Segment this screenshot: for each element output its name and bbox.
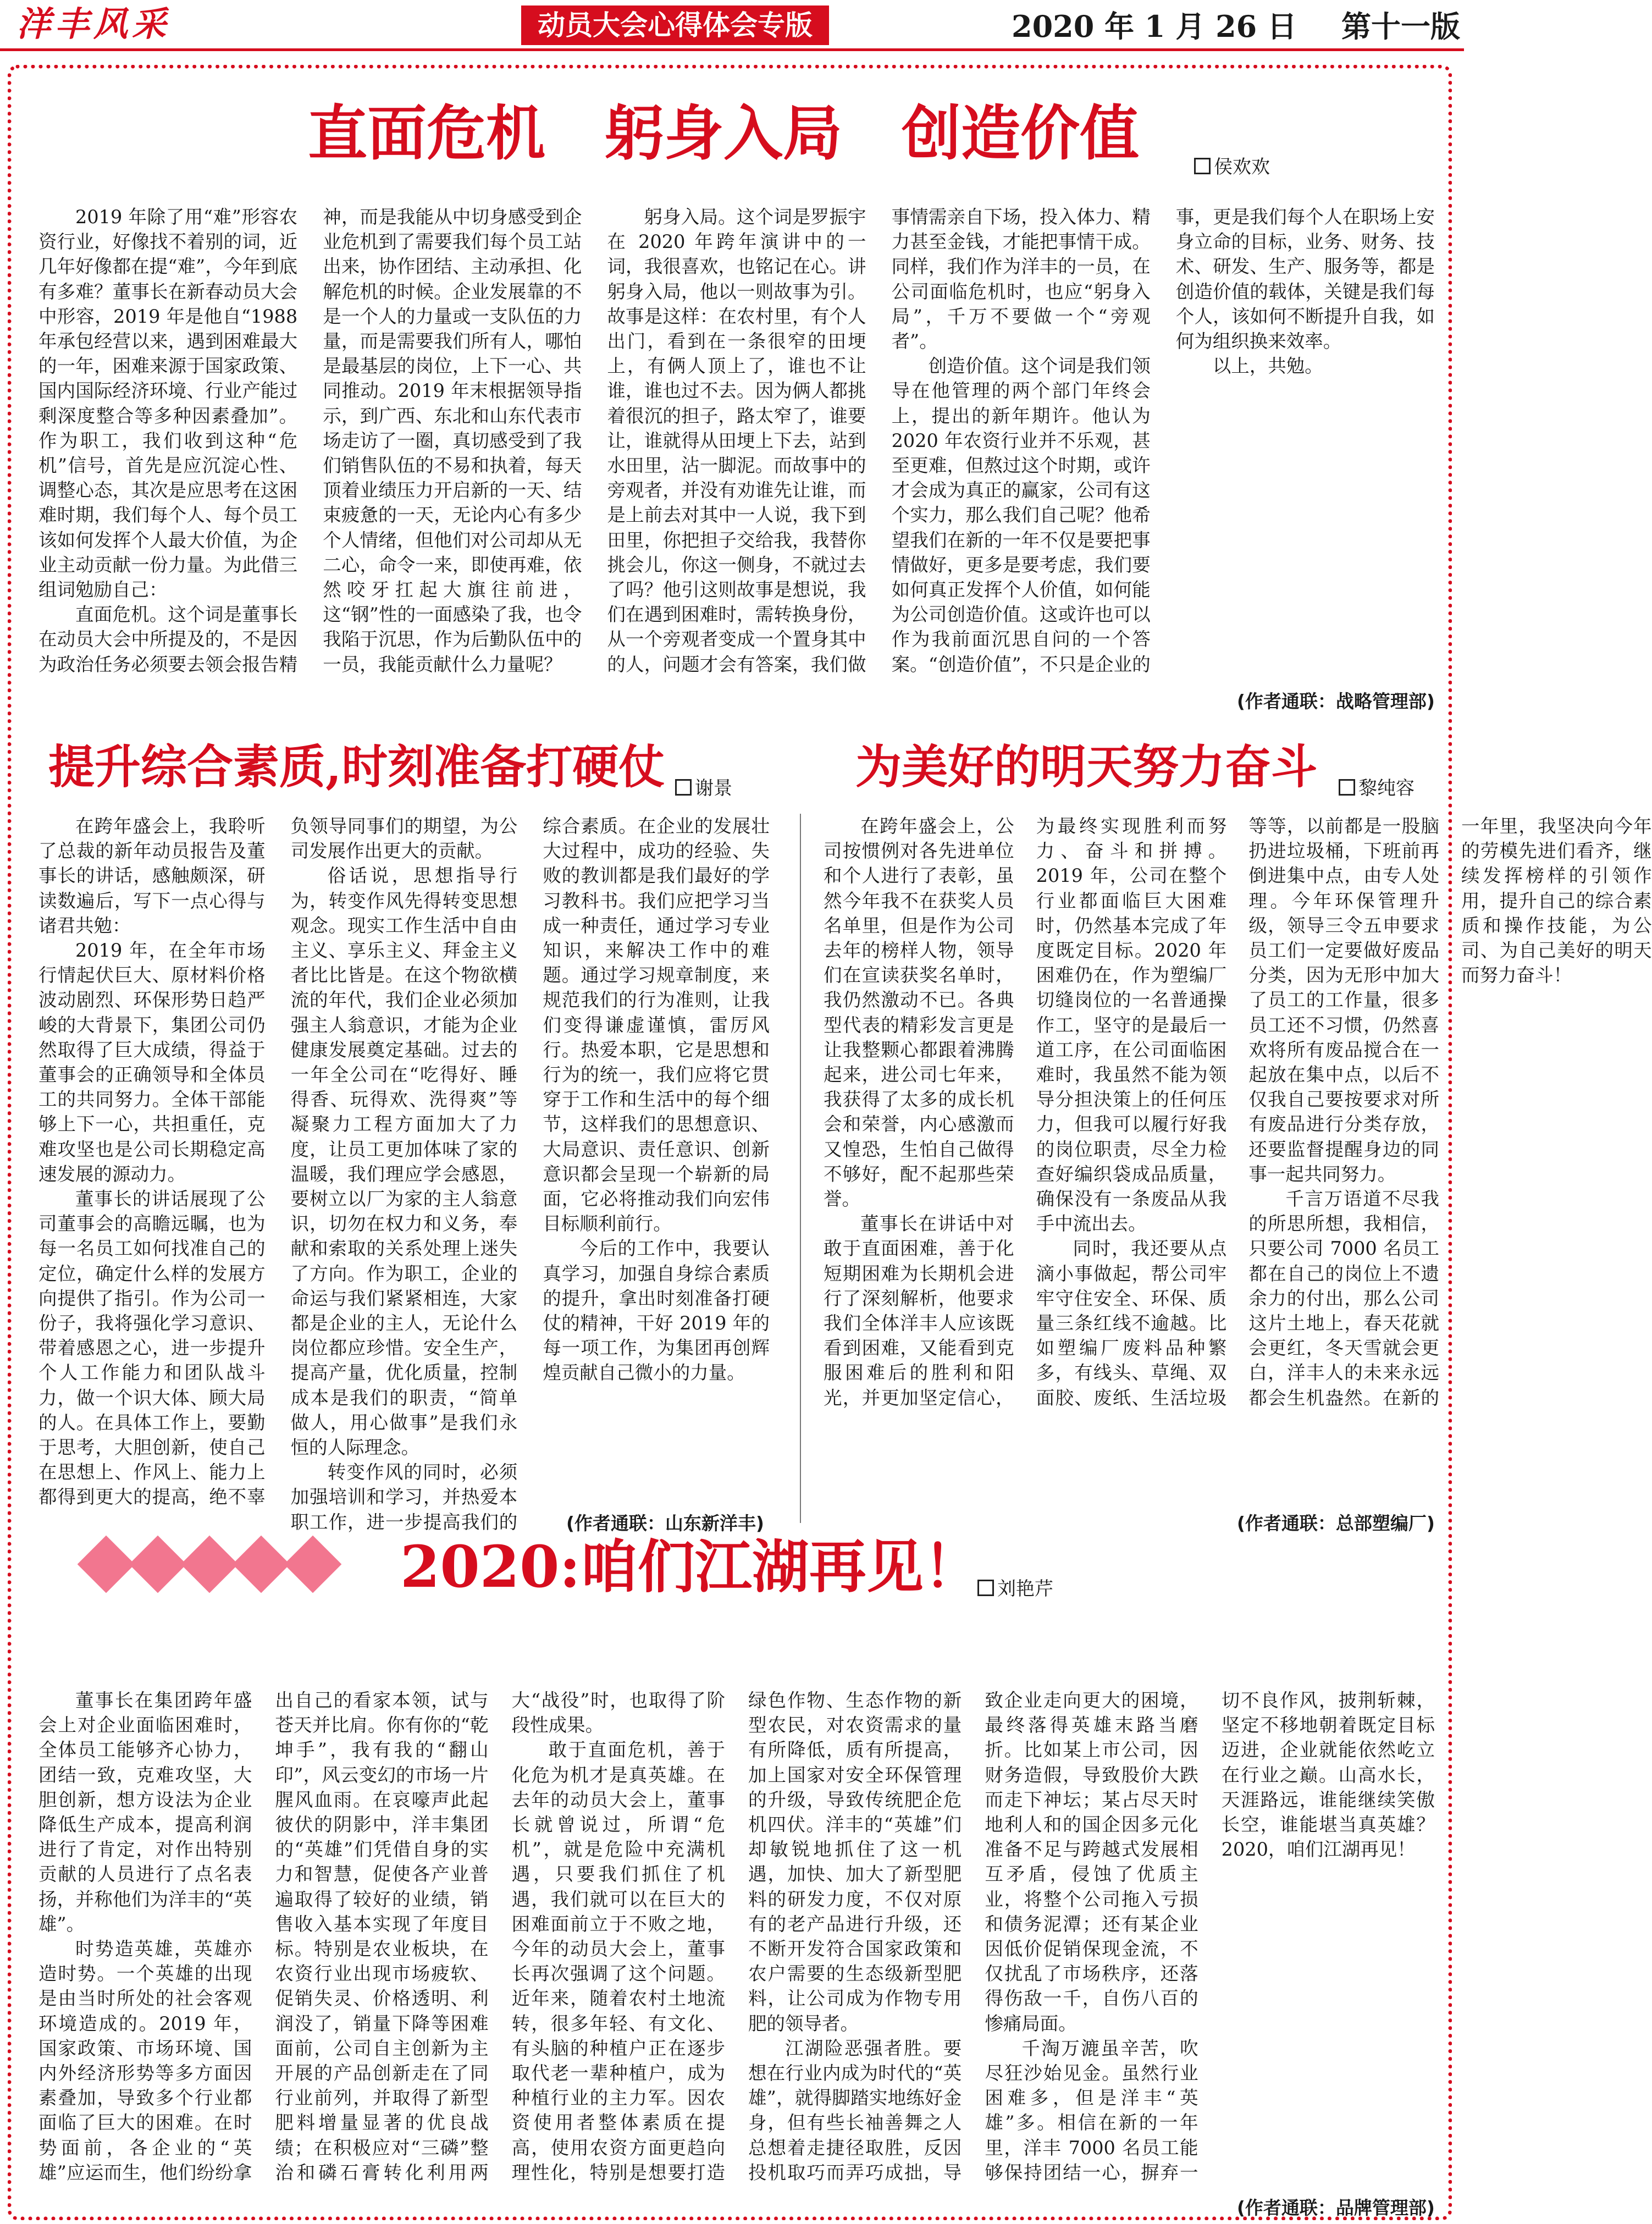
article-2-byline <box>675 773 732 800</box>
article-4-author: 刘艳芹 <box>997 1578 1053 1600</box>
article-3-paragraph: 董事长在讲话中对敢于直面困难，善于化短期困难为长期机会进行了深刻解析，他要求我们全体洋丰人应该既看到困难，又能看到克服困难后的胜利和阳光，并更加坚定信心，为最终实现胜利而努力、奋斗和拼搏。2019 年，公司在整个行业都面临巨大困难时，仍然基本完成了年度既定目标。2020 年困难仍在，作为塑编厂切缝岗位的一名普通操作工，坚守的是最后一道工序，在公司面临困难时，我虽然不能为领导分担決策上的任何压力，但我可以履行好我的岗位职责，尽全力检查好编织袋成品质量，确保没有一条废品从我手中流出去。 <box>824 815 1227 1409</box>
diamond-icon <box>78 1536 135 1593</box>
article-2-paragraph: 董事长的讲话展现了公司董事会的高瞻远瞩，也为每一名员工如何找准自己的定位，确定什么样的发展方向提供了指引。作为公司一份子，我将强化学习意识、带着感恩之心，进一步提升个人工作能力和团队战斗力，做一个识大体、顾大局的人。在具体工作上，要勤于思考，大胆创新，使自己在思想上、作风上、能力上都得到更大的提高，绝不辜负领导同事们的期望，为公司发展作出更大的贡献。 <box>38 815 518 1508</box>
article-4-attribution: (作者通联：品牌管理部) <box>1236 2197 1435 2219</box>
article-1-attribution: (作者通联：战略管理部) <box>1236 691 1435 712</box>
article-3-paragraph: 同时，我还要从点滴小事做起，帮公司牢牢守住安全、环保、质量三条红线不逾越。比如塑编厂废料品种繁多，有线头、草绳、双面胶、废纸、生活垃圾等等，以前都是一股脑扔进垃圾桶，下班前再倒进集中点，由专人处理。今年环保管理升级，领导三令五申要求员工们一定要做好废品分类，因为无形中加大了员工的工作量，很多员工还不习惯，仍然喜欢将所有废品搅合在一起放在集中点，以后不仅我自己要按要求对所有废品进行分类存放，还要监督提醒身边的同事一起共同努力。 <box>1036 815 1439 1409</box>
article-2-paragraph: 今后的工作中，我要认真学习，加强自身综合素质的提升，拿出时刻准备打硬仗的精神，干好 2019 年的每一项工作，为集团再创辉煌贡献自己微小的力量。 <box>543 1238 770 1384</box>
article-4-paragraph: 董事长在集团跨年盛会上对企业面临困难时，全体员工能够齐心协力，团结一致，克难攻坚，大胆创新，想方设法为企业降低生产成本，提高利润进行了肯定，对作出特别贡献的人员进行了点名表扬，并称他们为洋丰的“英雄”。 <box>38 1690 252 1935</box>
article-2-title: 提升综合素质,时刻准备打硬仗 <box>48 740 665 794</box>
header-rule <box>0 48 1464 51</box>
article-2-paragraph: 俗话说，思想指导行为，转变作风先得转变思想观念。现实工作生活中自由主义、享乐主义、拜金主义者比比皆是。在这个物欲横流的年代，我们企业必须加强主人翁意识，才能为企业健康发展奠定基础。过去的一年全公司在“吃得好、睡得香、玩得欢、洗得爽”等凝聚力工程方面加大了力度，让员工更加体味了家的温暖，我们理应学会感恩，要树立以厂为家的主人翁意识，切勿在权力和义务，奉献和索取的关系处理上迷失了方向。作为职工，企业的命运与我们紧紧相连，大家都是企业的主人，无论什么岗位都应珍惜。安全生产，提高产量，优化质量，控制成本是我们的职责，“简单做人，用心做事”是我们永恒的人际理念。 <box>290 865 518 1459</box>
article-4-paragraph: 江湖险恶强者胜。要想在行业内成为时代的“英雄”，就得脚踏实地练好金身，但有些长袖善舞之人总想着走捷径取胜，反因投机取巧而弄巧成拙，导致企业走向更大的困境，最终落得英雄末路当磨折。比如某上市公司，因财务造假，导致股价大跌而走下神坛；某占尽天时地利人和的国企因多元化准备不足与跨越式发展相互矛盾，侵蚀了优质主业，将整个公司拖入亏损和债务泥潭；还有某企业因低价促销保现金流，不仅扰乱了市场秩序，还落得伤敌一千，自伤八百的惨痛局面。 <box>748 1690 1198 2183</box>
article-3-body <box>824 814 1652 1430</box>
diamond-icon <box>129 1536 187 1593</box>
article-3-title: 为美好的明天努力奋斗 <box>855 740 1318 794</box>
diamond-icon <box>284 1536 342 1593</box>
byline-box-icon <box>675 779 692 796</box>
article-3-paragraph: 在跨年盛会上，公司按惯例对各先进单位和个人进行了表彰，虽然今年我不在获奖人员名单里，但是作为公司去年的榜样人物，领导们在宣读获奖名单时，我仍然激动不已。各典型代表的精彩发言更是让我整颗心都跟着沸腾起来，进公司七年来，我获得了太多的成长机会和荣誉，内心感激而又惶恐，生怕自己做得不够好，配不起那些荣誉。 <box>824 815 1014 1210</box>
article-1-author: 侯欢欢 <box>1214 156 1270 178</box>
diamond-decoration-left <box>82 1534 336 1594</box>
article-4-paragraph: 千淘万漉虽辛苦，吹尽狂沙始见金。虽然行业困难多，但是洋丰“英雄”多。相信在新的一年里，洋丰 7000 名员工能够保持团结一心，摒弃一切不良作风，披荆斩棘，坚定不移地朝着既定目标迈进，企业就能依然屹立在行业之巅。山高水长，天涯路远，谁能继续笑傲长空，谁能堪当真英雄？2020，咱们江湖再见！ <box>985 1690 1435 2183</box>
article-1-paragraph: 直面危机。这个词是董事长在动员大会中所提及的，不是因为政治任务必须要去领会报告精神，而是我能从中切身感受到企业危机到了需要我们每个员工站出来，协作团结、主动承担、化解危机的时候。企业发展靠的不是一个人的力量或一支队伍的力量，而是需要我们所有人，哪怕是最基层的岗位，上下一心、共同推动。2019 年末根据领导指示，到广西、东北和山东代表市场走访了一圈，真切感受到了我们销售队伍的不易和执着，每天顶着业绩压力开启新的一天、结束疲惫的一天，无论内心有多少个人情绪，但他们对公司却从无二心，命令一来，即使再难，依然咬牙扛起大旗往前进，这“钢”性的一面感染了我，也令我陷于沉思，作为后勤队伍中的一员，我能贡献什么力量呢？ <box>38 206 582 675</box>
article-2-paragraph: 2019 年，在全年市场行情起伏巨大、原材料价格波动剧烈、环保形势日趋严峻的大背景下，集团公司仍然取得了巨大成绩，得益于董事会的正确领导和全体员工的共同努力。全体干部能够上下一心，共担重任，克难攻坚也是公司长期稳定高速发展的源动力。 <box>38 940 266 1185</box>
byline-box-icon <box>1194 158 1211 174</box>
diamond-icon <box>233 1536 290 1593</box>
article-4-title: 2020:咱们江湖再见！ <box>400 1533 981 1601</box>
article-3-attribution: (作者通联：总部塑编厂) <box>1236 1513 1435 1534</box>
article-1-paragraph: 躬身入局。这个词是罗振宇在 2020 年跨年演讲中的一词，我很喜欢，也铭记在心。讲躬身入局，他以一则故事为引。故事是这样：在农村里，有个人出门，看到在一条很窄的田埂上，有俩人顶上了，谁也不让谁，谁也过不去。因为俩人都挑着很沉的担子，路太窄了，谁要让，谁就得从田埂上下去，站到水田里，沾一脚泥。而故事中的旁观者，并没有劝谁先让谁，而是上前去对其中一人说，我下到田里，你把担子交给我，我替你挑会儿，你这一侧身，不就过去了吗？他引这则故事是想说，我们在遇到困难时，需转换身份，从一个旁观者变成一个置身其中的人，问题才会有答案，我们做事情需亲自下场，投入体力、精力甚至金钱，才能把事情干成。同样，我们作为洋丰的一员，在公司面临危机时，也应“躬身入局”，千万不要做一个“旁观者”。 <box>607 206 1151 675</box>
section-banner: 动员大会心得体会专版 <box>521 5 829 45</box>
page-header <box>0 0 1464 52</box>
article-2-paragraph: 转变作风的同时，必须加强培训和学习，并热爱本职工作，进一步提高我们的综合素质。在企业的发展壮大过程中，成功的经验、失败的教训都是我们最好的学习教科书。我们应把学习当成一种责任，通过学习专业知识，来解决工作中的难题。通过学习规章制度，来规范我们的行为准则，让我们变得谦虚谨慎，雷厉风行。热爱本职，它是思想和行为的统一，我们应将它贯穿于工作和生活中的每个细节，这样我们的思想意识、大局意识、责任意识、创新意识都会呈现一个崭新的局面，它必将推动我们向宏伟目标顺利前行。 <box>290 815 770 1533</box>
byline-box-icon <box>977 1580 994 1596</box>
diamond-icon <box>181 1536 239 1593</box>
article-1-paragraph: 创造价值。这个词是我们领导在他管理的两个部门年终会上，提出的新年期许。他认为 2020 年农资行业并不乐观，甚至更难，但熬过这个时期，或许才会成为真正的赢家，公司有这个实力，那么我们自己呢？他希望我们在新的一年不仅是要把事情做好，更多是要考虑，我们要如何真正发挥个人价值，如何能为公司创造价值。这或许也可以作为我前面沉思自问的一个答案。“创造价值”，不只是企业的事，更是我们每个人在职场上安身立命的目标，业务、财务、技术、研发、生产、服务等，都是创造价值的载体，关键是我们每个人，该如何不断提升自我，如何为组织换来效率。 <box>891 206 1435 675</box>
column-divider <box>800 814 801 1523</box>
article-3-author: 黎纯容 <box>1358 777 1415 799</box>
article-2-author: 谢景 <box>695 777 732 799</box>
article-1-paragraph: 2019 年除了用“难”形容农资行业，好像找不着别的词，近几年好像都在提“难”，今年到底有多难？董事长在新春动员大会中形容，2019 年是他自“1988 年承包经营以来，遇到困难最大的一年，困难来源于国家政策、国内国际经济环境、行业产能过剩深度整合等多种因素叠加”。作为职工，我们收到这种“危机”信号，首先是应沉淀心性、调整心态，其次是应思考在这困难时期，我们每个人、每个员工该如何发挥个人最大价值，为企业主动贡献一份力量。为此借三组词勉励自己： <box>38 206 298 601</box>
article-3-byline <box>1339 773 1415 800</box>
edition-number: 第十一版 <box>1341 9 1460 44</box>
article-1-title: 直面危机 躬身入局 创造价值 <box>308 99 1140 168</box>
article-1-paragraph: 以上，共勉。 <box>1212 355 1323 377</box>
article-4-paragraph: 时势造英雄，英雄亦造时势。一个英雄的出现是由当时所处的社会客观环境造成的。2019 年，国家政策、市场环境、国内外经济形势等多方面因素叠加，导致多个行业都面临了巨大的困难。在时势面前，各企业的“英雄”应运而生，他们纷纷拿出自己的看家本领，试与苍天并比肩。你有你的“乾坤手”，我有我的“翻山印”，风云变幻的市场一片腥风血雨。在哀嚎声此起彼伏的阴影中，洋丰集团的“英雄”们凭借自身的实力和智慧，促使各产业普遍取得了较好的业绩，销售收入基本实现了年度目标。特别是农业板块，在农资行业出现市场疲软、促销失灵、价格透明、利润没了，销量下降等困难面前，公司自主创新为主开展的产品创新走在了同行业前列，并取得了新型肥料增量显著的优良战绩；在积极应对“三磷”整治和磷石膏转化利用两大“战役”时，也取得了阶段性成果。 <box>38 1690 725 2183</box>
article-1-body <box>38 205 1435 683</box>
issue-date: 2020 年 1 月 26 日 <box>1012 9 1297 44</box>
article-2-paragraph: 在跨年盛会上，我聆听了总裁的新年动员报告及董事长的讲话，感触颇深，研读数遍后，写下一点心得与诸君共勉： <box>38 815 266 936</box>
article-1-byline <box>1194 152 1270 179</box>
byline-box-icon <box>1339 779 1355 796</box>
article-4-byline <box>977 1574 1053 1601</box>
article-2-body <box>38 814 770 1539</box>
article-3-paragraph: 千言万语道不尽我的所思所想，我相信，只要公司 7000 名员工都在自己的岗位上不遗余力的付出，那么公司这片土地上，春天花就会更红，冬天雪就会更白，洋丰人的未来永远都会生机盎然。在新的一年里，我坚决向今年的劳模先进们看齐，继续发挥榜样的引领作用，提升自己的综合素质和操作技能，为公司、为自己美好的明天而努力奋斗！ <box>1248 815 1652 1409</box>
article-2-attribution: (作者通联：山东新洋丰) <box>566 1513 764 1534</box>
article-4-paragraph: 敢于直面危机，善于化危为机才是真英雄。在去年的动员大会上，董事长就曾说过，所谓“危机”，就是危险中充满机遇，只要我们抓住了机遇，我们就可以在巨大的困难面前立于不败之地，今年的动员大会上，董事长再次强调了这个问题。近年来，随着农村土地流转，很多年轻、有文化、有头脑的种植户正在逐步取代老一辈种植户，成为种植行业的主力军。因农资使用者整体素质在提高，使用农资方面更趋向理性化，特别是想要打造绿色作物、生态作物的新型农民，对农资需求的量有所降低，质有所提高，加上国家对安全环保管理的升级，导致传统肥企危机四伏。洋丰的“英雄”们却敏锐地抓住了这一机遇，加快、加大了新型肥料的研发力度，不仅对原有的老产品进行升级，还不断开发符合国家政策和农户需要的生态级新型肥料，让公司成为作物专用肥的领导者。 <box>511 1690 962 2183</box>
article-4-body <box>38 1688 1435 2194</box>
logo: 洋丰风采 <box>16 4 171 44</box>
